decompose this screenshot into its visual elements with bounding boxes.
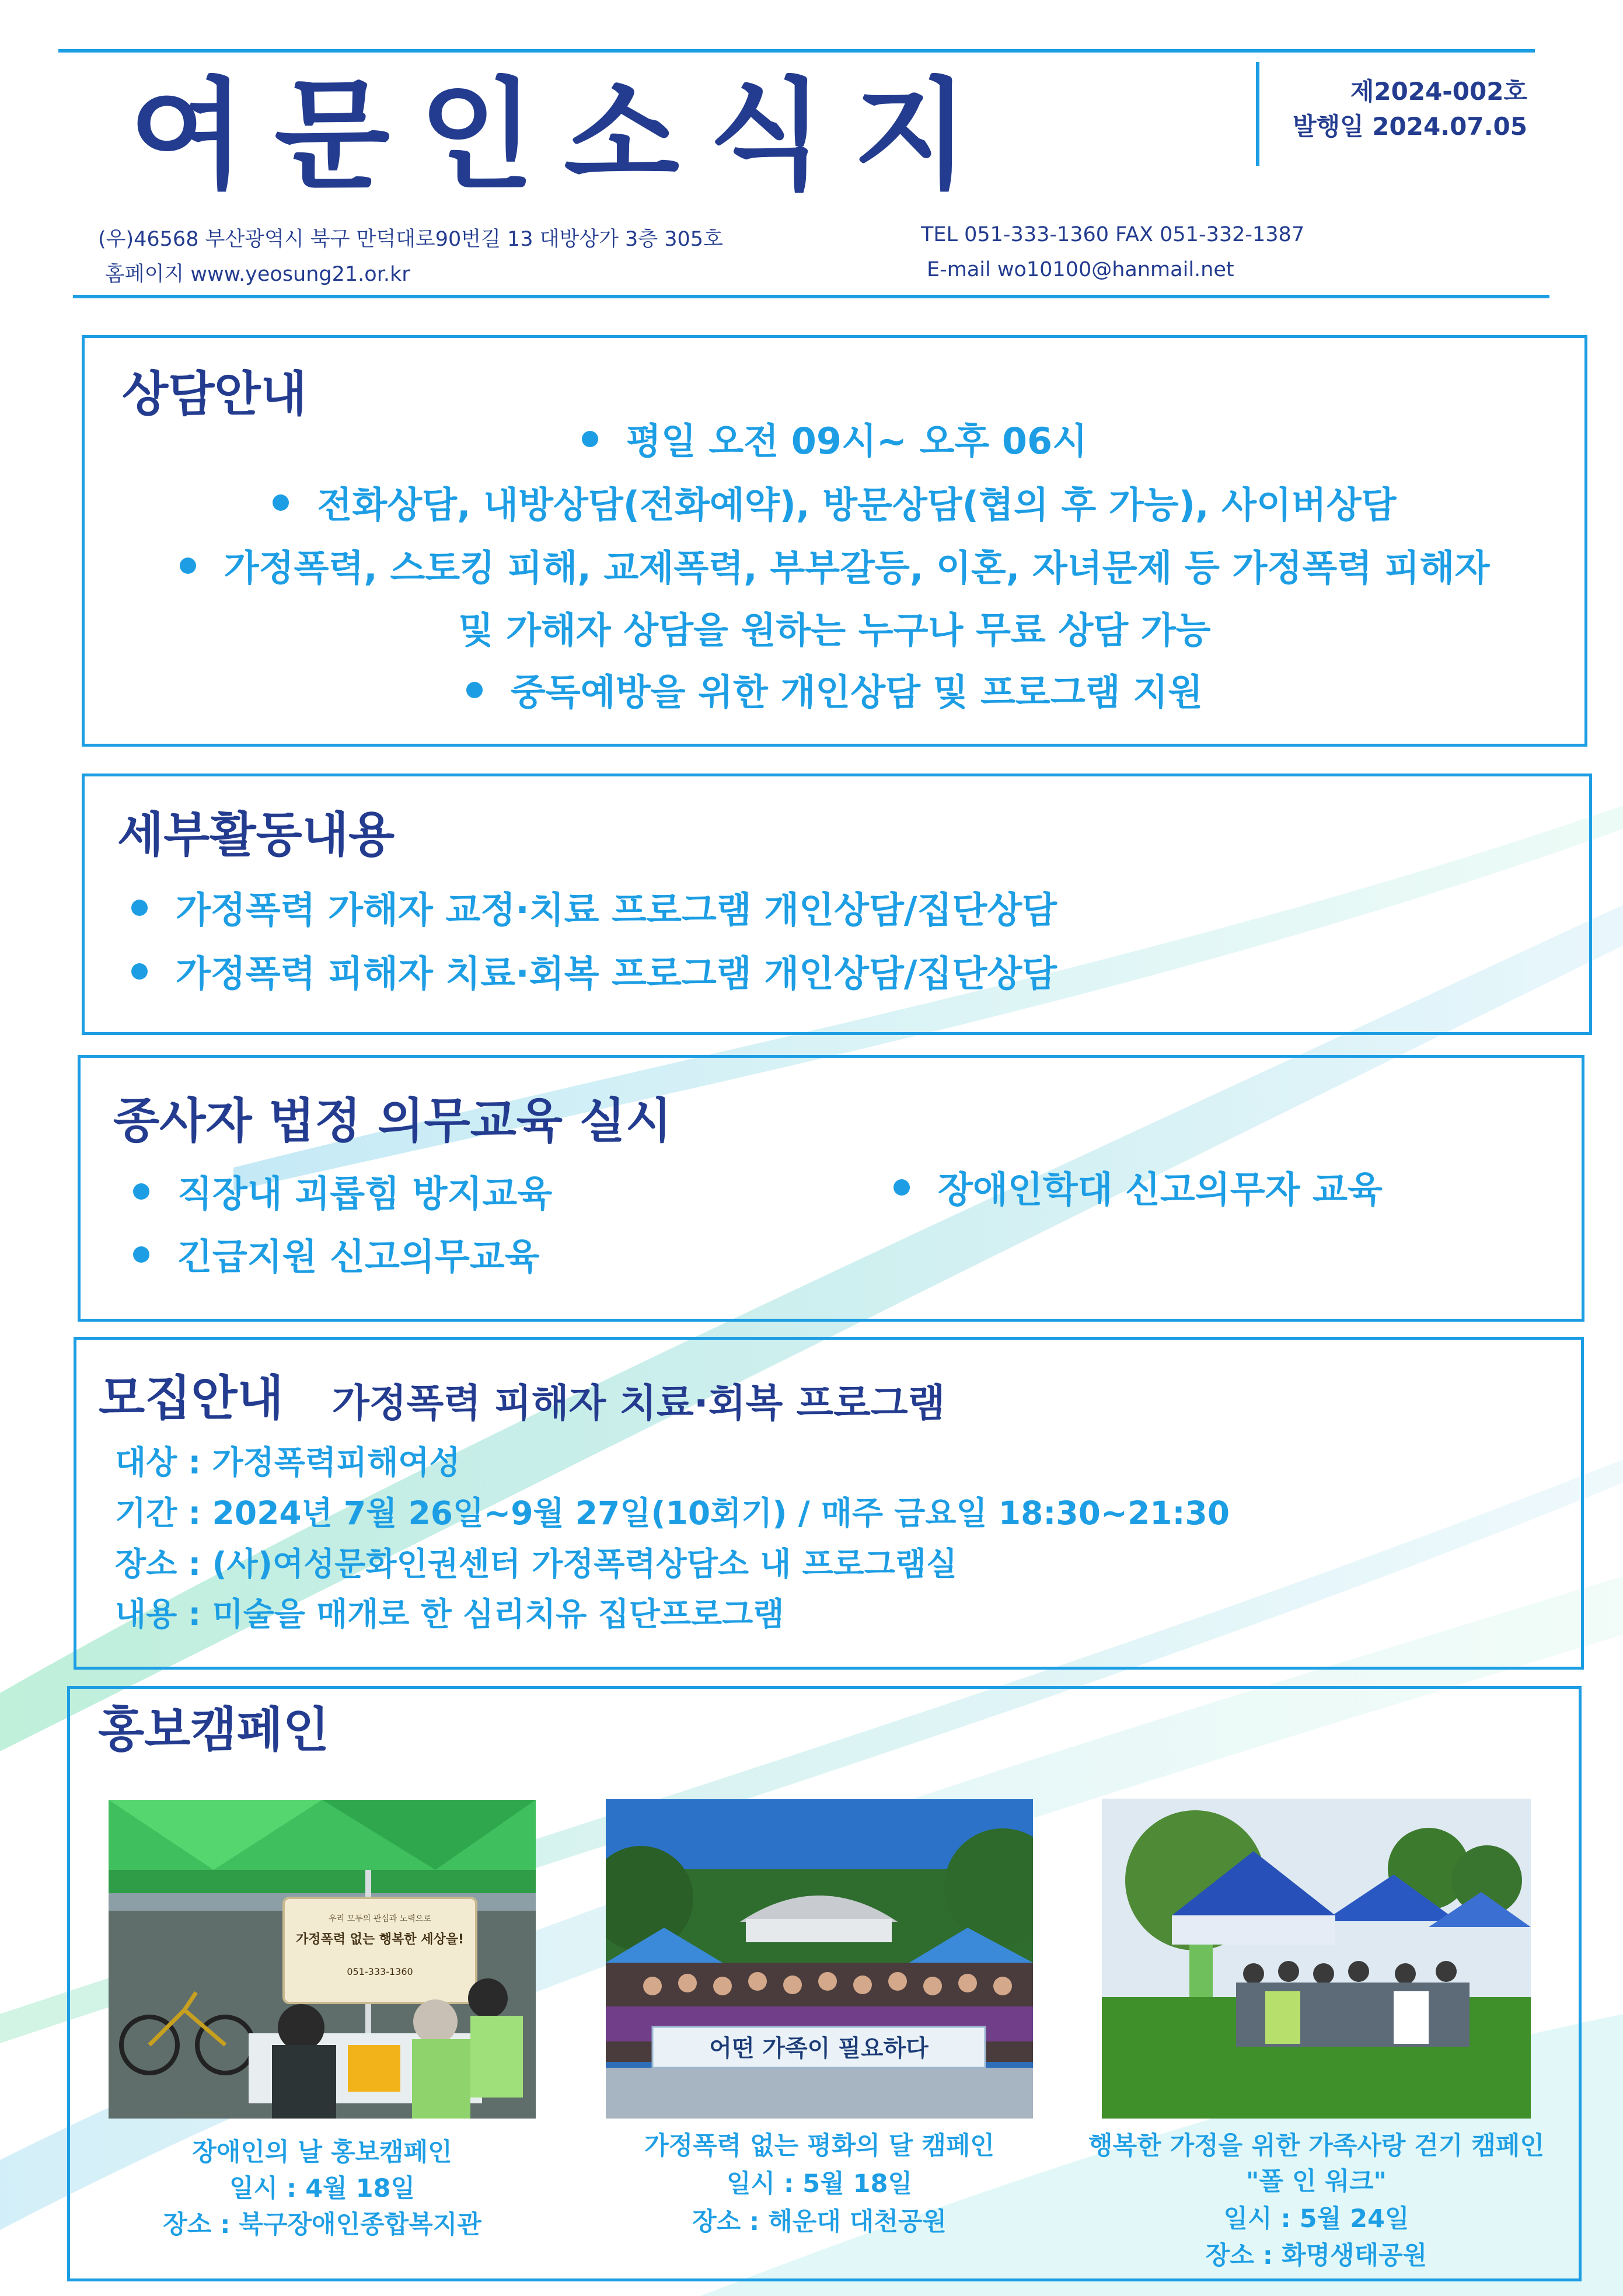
bullet-icon — [133, 1246, 149, 1263]
campaign-title: 홍보캠페인 — [98, 1702, 330, 1758]
education-title: 종사자 법정 의무교육 실시 — [113, 1093, 672, 1149]
photo-caption-place: 장소 : 화명생태공원 — [1205, 2241, 1427, 2270]
photo-caption-date: 일시 : 5월 24일 — [1223, 2204, 1409, 2234]
banner-text: 가정폭력 없는 행복한 세상을! — [295, 1932, 465, 1947]
issue-date: 발행일 2024.07.05 — [1292, 112, 1527, 141]
banner-text: 어떤 가족이 필요하다 — [709, 2035, 929, 2062]
recruit-period: 기간 : 2024년 7월 26일~9월 27일(10회기) / 매주 금요일 18:30~21:30 — [115, 1494, 1230, 1532]
photo-caption-place: 장소 : 북구장애인종합복지관 — [163, 2210, 481, 2239]
bullet-icon — [180, 558, 196, 574]
consult-title: 상담안내 — [122, 367, 307, 422]
consult-item: 중독예방을 위한 개인상담 및 프로그램 지원 — [85, 674, 1584, 710]
issue-divider — [1256, 62, 1259, 166]
bullet-icon — [131, 963, 148, 980]
bullet-icon — [582, 431, 598, 447]
consult-item: 평일 오전 09시~ 오후 06시 — [85, 423, 1584, 459]
recruit-content: 내용 : 미술을 매개로 한 심리치유 집단프로그램 — [115, 1595, 784, 1633]
photo-caption-subtitle: "폴 인 워크" — [1246, 2167, 1387, 2196]
activities-title: 세부활동내용 — [117, 807, 395, 863]
banner-text: 051-333-1360 — [347, 1966, 413, 1977]
newsletter-title: 여문인소식지 — [130, 67, 999, 205]
photo-caption-title: 행복한 가정을 위한 가족사랑 걷기 캠페인 — [1088, 2131, 1544, 2161]
bullet-icon — [273, 494, 289, 511]
photo-caption-date: 일시 : 4월 18일 — [229, 2174, 416, 2203]
email-link[interactable]: E-mail wo10100@hanmail.net — [927, 258, 1234, 281]
recruit-section — [74, 1337, 1584, 1670]
campaign-photo-family-walk — [1102, 1799, 1531, 2119]
consult-item-continued: 및 가해자 상담을 원하는 누구나 무료 상담 가능 — [458, 609, 1211, 651]
consult-item: 전화상담, 내방상담(전화예약), 방문상담(협의 후 가능), 사이버상담 — [85, 487, 1584, 523]
photo-caption-date: 일시 : 5월 18일 — [726, 2169, 913, 2199]
bullet-icon — [131, 900, 148, 916]
education-item: 긴급지원 신고의무교육 — [133, 1239, 540, 1275]
campaign-photo-disability-day — [109, 1800, 536, 2119]
photo-caption-title: 가정폭력 없는 평화의 달 캠페인 — [644, 2131, 994, 2161]
header-top-rule — [58, 49, 1535, 53]
bullet-icon — [893, 1179, 910, 1196]
campaign-photo-peace-month — [606, 1799, 1033, 2119]
banner-text: 우리 모두의 관심과 노력으로 — [329, 1914, 431, 1924]
issue-number: 제2024-002호 — [1350, 77, 1527, 106]
activity-item: 가정폭력 피해자 치료·회복 프로그램 개인상담/집단상담 — [131, 956, 1057, 992]
postal-address: (우)46568 부산광역시 북구 만덕대로90번길 13 대방상가 3층 305호 — [98, 228, 723, 251]
photo-caption-title: 장애인의 날 홍보캠페인 — [192, 2138, 452, 2167]
photo-caption-place: 장소 : 해운대 대천공원 — [692, 2207, 947, 2236]
education-item: 직장내 괴롭힘 방지교육 — [133, 1176, 552, 1212]
phone-fax: TEL 051-333-1360 FAX 051-332-1387 — [921, 223, 1305, 246]
recruit-subtitle: 가정폭력 피해자 치료·회복 프로그램 — [332, 1381, 945, 1426]
recruit-title: 모집안내 — [99, 1371, 284, 1426]
bullet-icon — [466, 682, 483, 698]
bullet-icon — [133, 1183, 149, 1200]
header-bottom-rule — [73, 295, 1549, 298]
recruit-target: 대상 : 가정폭력피해여성 — [115, 1444, 460, 1481]
consult-item: 가정폭력, 스토킹 피해, 교제폭력, 부부갈등, 이혼, 자녀문제 등 가정폭력 피해자 — [85, 550, 1584, 586]
education-item: 장애인학대 신고의무자 교육 — [893, 1172, 1383, 1208]
activity-item: 가정폭력 가해자 교정·치료 프로그램 개인상담/집단상담 — [131, 892, 1057, 928]
activities-section — [82, 774, 1592, 1035]
homepage-link[interactable]: 홈페이지 www.yeosung21.or.kr — [105, 263, 410, 286]
consult-section — [82, 335, 1587, 747]
education-section — [78, 1055, 1584, 1322]
recruit-location: 장소 : (사)여성문화인권센터 가정폭력상담소 내 프로그램실 — [115, 1545, 958, 1583]
